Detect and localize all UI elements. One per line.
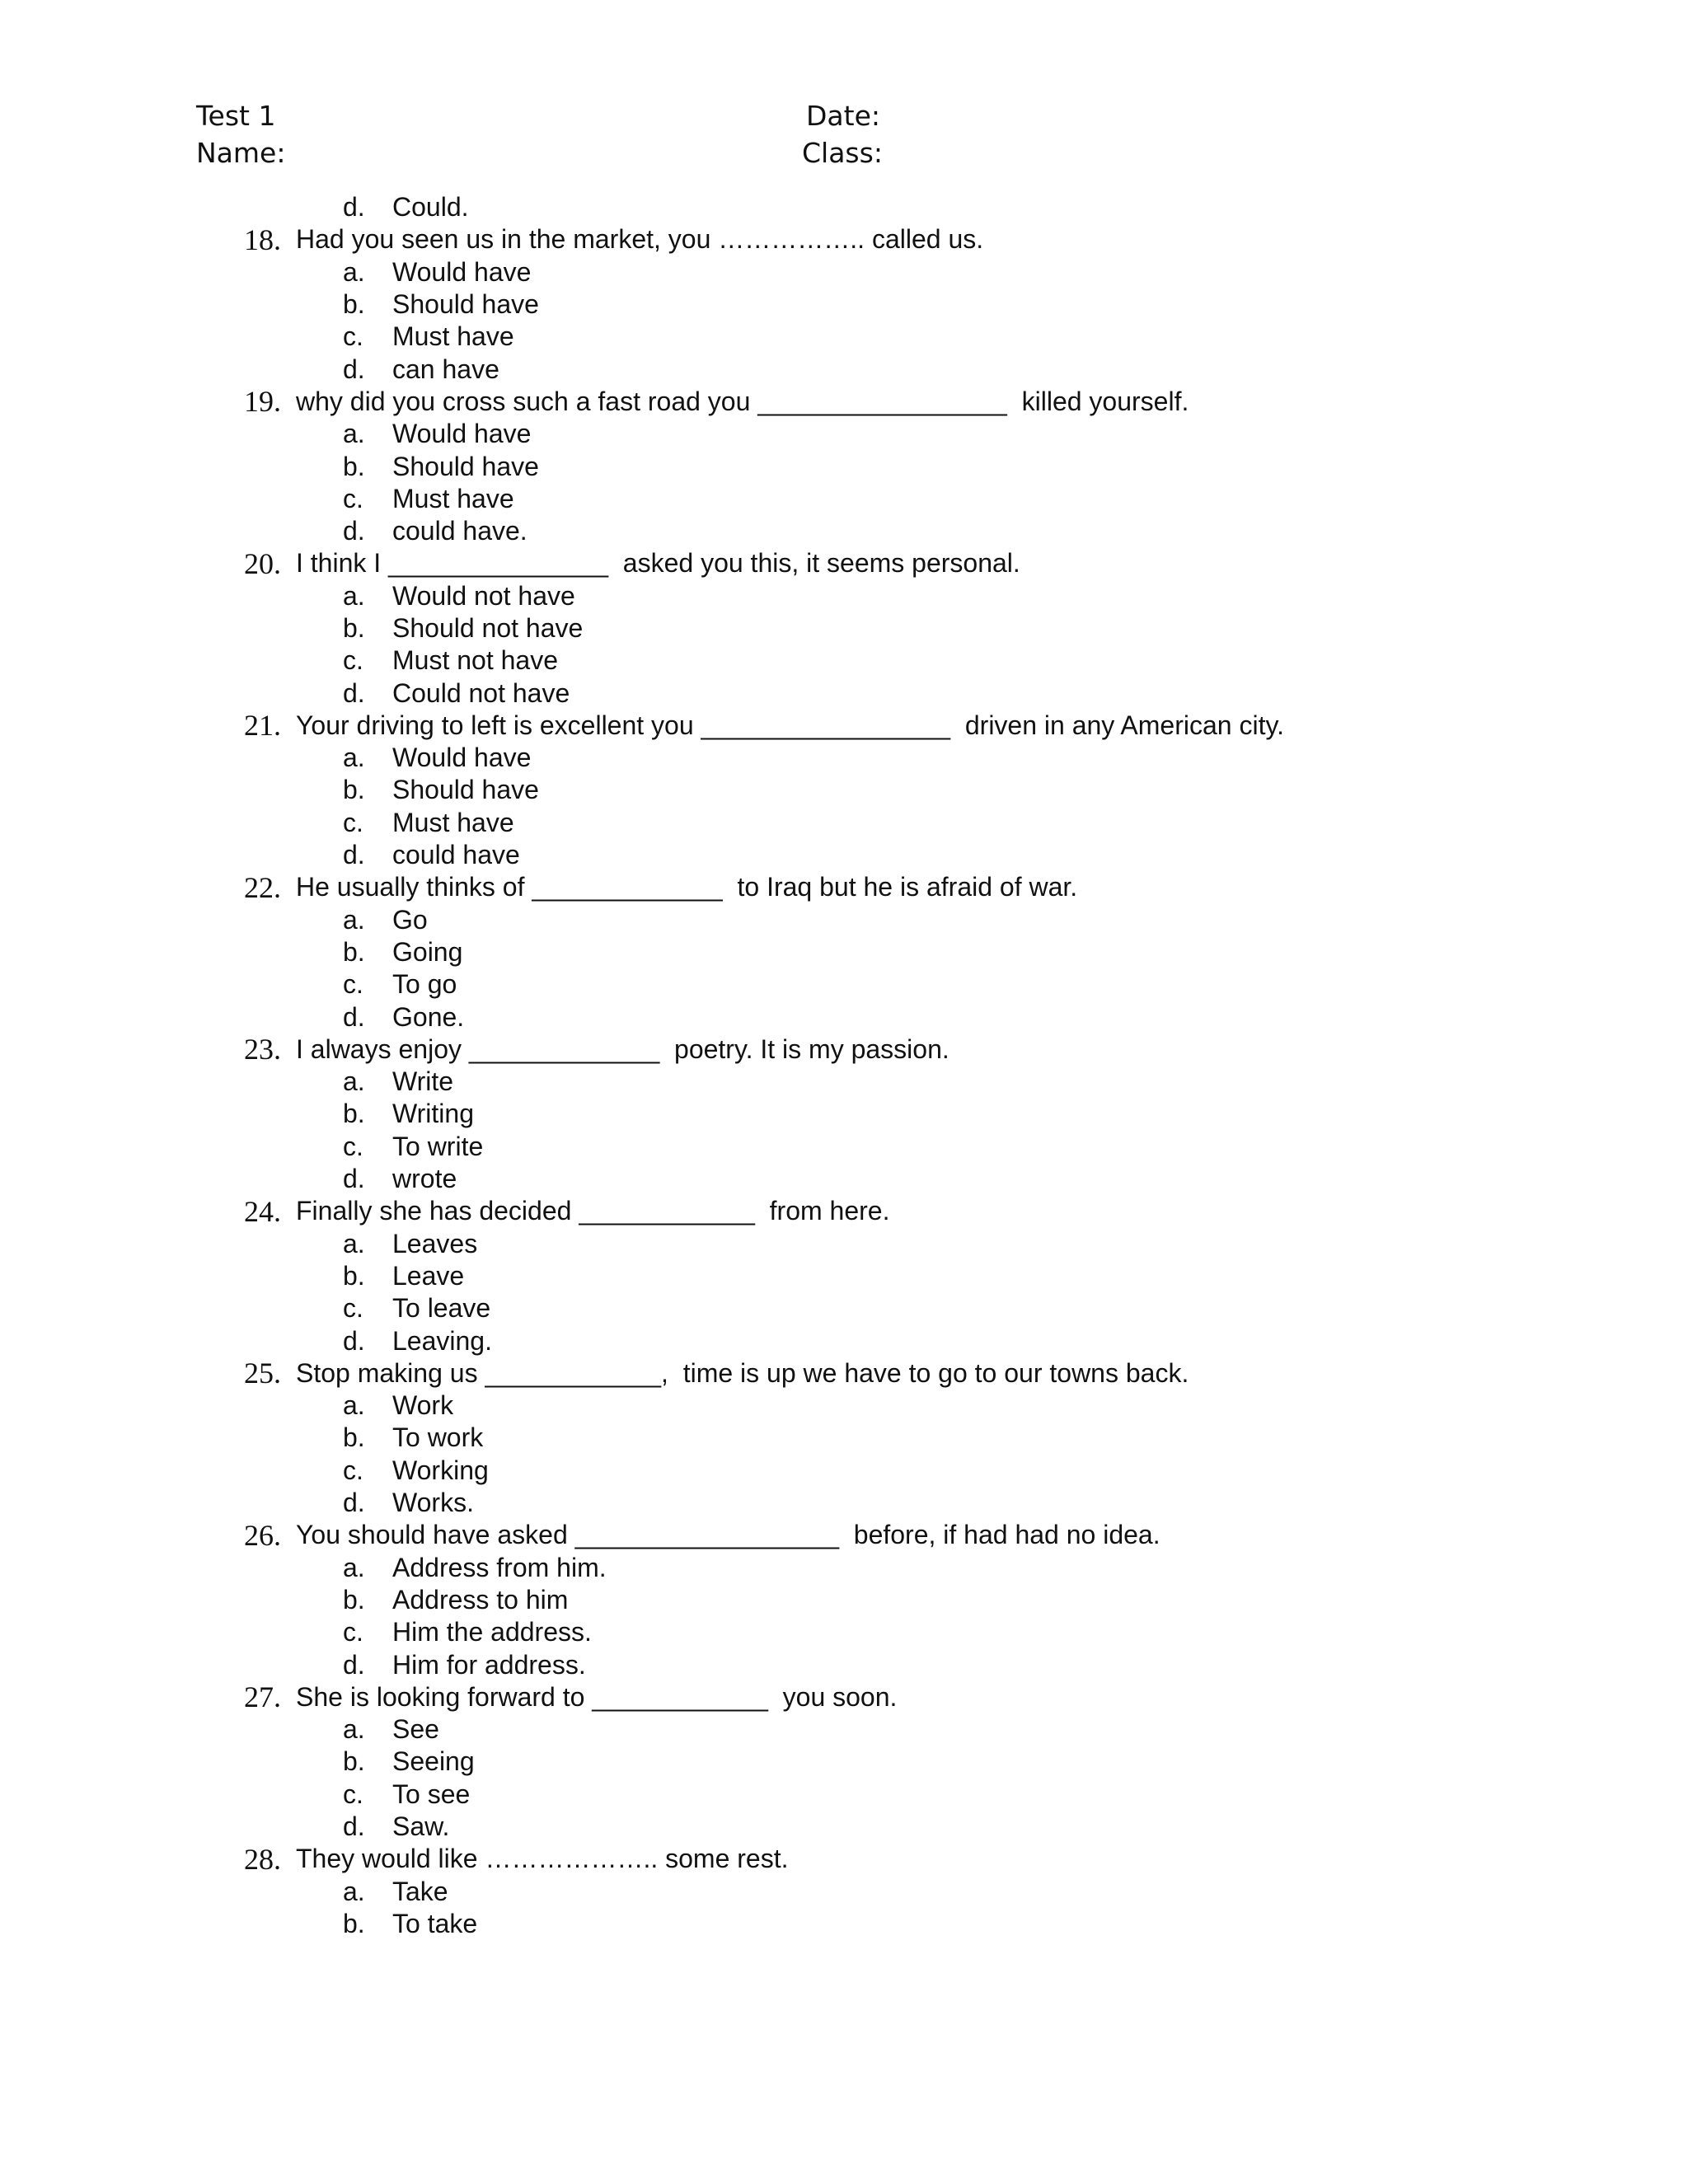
question-23 [244, 1033, 1645, 1066]
question-number: 27. [244, 1680, 281, 1714]
answer-option [244, 968, 1645, 1001]
answer-option [244, 1908, 1645, 1940]
option-text: Must not have [392, 645, 558, 676]
answer-option [244, 191, 1645, 223]
question-19 [244, 386, 1645, 418]
option-text: Could. [392, 192, 469, 223]
option-letter: b. [343, 289, 365, 320]
answer-option [244, 1390, 1645, 1422]
option-letter: a. [343, 1714, 365, 1745]
question-text: why did you cross such a fast road you _________________ killed yourself. [296, 386, 1189, 416]
option-text: Work [392, 1390, 454, 1421]
answer-option [244, 1422, 1645, 1454]
answer-option [244, 904, 1645, 936]
question-18 [244, 223, 1645, 255]
answer-option [244, 1455, 1645, 1487]
option-text: Take [392, 1876, 448, 1906]
question-20 [244, 547, 1645, 579]
answer-option [244, 1487, 1645, 1519]
option-text: To write [392, 1131, 484, 1161]
question-text: Finally she has decided ____________ from here. [296, 1196, 890, 1226]
answer-option [244, 839, 1645, 871]
answer-option [244, 807, 1645, 839]
option-letter: b. [343, 1260, 365, 1291]
option-letter: b. [343, 1746, 365, 1777]
option-text: Address to him [392, 1584, 569, 1615]
answer-option [244, 1260, 1645, 1292]
date-label: Date: [806, 100, 880, 132]
option-text: To leave [392, 1293, 491, 1324]
option-letter: d. [343, 1649, 365, 1680]
option-letter: c. [343, 807, 363, 837]
answer-option [244, 1875, 1645, 1907]
option-letter: a. [343, 1552, 365, 1582]
answer-option [244, 774, 1645, 806]
option-text: Would not have [392, 580, 575, 611]
test-title: Test 1 [196, 100, 276, 132]
answer-option [244, 353, 1645, 385]
option-letter: d. [343, 840, 365, 870]
option-letter: a. [343, 1228, 365, 1258]
option-letter: c. [343, 483, 363, 513]
answer-option [244, 1228, 1645, 1260]
question-list [244, 191, 1645, 1940]
question-24 [244, 1195, 1645, 1227]
answer-option [244, 418, 1645, 450]
answer-option [244, 1551, 1645, 1583]
question-number: 18. [244, 223, 281, 256]
option-letter: d. [343, 192, 365, 223]
option-text: Going [392, 936, 463, 967]
question-number: 23. [244, 1033, 281, 1066]
option-text: Gone. [392, 1001, 465, 1032]
option-letter: b. [343, 1584, 365, 1615]
option-letter: a. [343, 1390, 365, 1421]
answer-option [244, 580, 1645, 612]
option-letter: b. [343, 1422, 365, 1453]
option-letter: a. [343, 580, 365, 611]
question-number: 20. [244, 546, 281, 580]
option-letter: c. [343, 1455, 363, 1485]
option-letter: b. [343, 613, 365, 643]
answer-option [244, 288, 1645, 321]
option-letter: c. [343, 1131, 363, 1161]
question-text: I think I _______________ asked you this, it seems personal. [296, 548, 1020, 579]
question-text: She is looking forward to ____________ you soon. [296, 1681, 898, 1712]
option-text: Seeing [392, 1746, 475, 1777]
option-letter: a. [343, 743, 365, 773]
answer-option [244, 256, 1645, 288]
option-letter: b. [343, 1908, 365, 1938]
question-28 [244, 1843, 1645, 1875]
answer-option [244, 644, 1645, 677]
option-letter: d. [343, 516, 365, 546]
question-number: 28. [244, 1842, 281, 1876]
option-text: Write [392, 1066, 454, 1097]
answer-option [244, 677, 1645, 709]
question-21 [244, 710, 1645, 742]
question-number: 19. [244, 385, 281, 419]
option-text: To see [392, 1779, 471, 1809]
option-text: Should have [392, 775, 539, 805]
option-letter: d. [343, 677, 365, 708]
option-text: Would have [392, 256, 532, 287]
option-letter: c. [343, 1293, 363, 1324]
answer-option [244, 1292, 1645, 1324]
option-letter: d. [343, 1325, 365, 1356]
option-text: Could not have [392, 677, 570, 708]
option-letter: b. [343, 451, 365, 481]
question-27 [244, 1681, 1645, 1713]
answer-option [244, 450, 1645, 482]
option-letter: c. [343, 1617, 363, 1647]
option-text: Must have [392, 807, 514, 837]
option-text: Should have [392, 289, 539, 320]
option-letter: d. [343, 354, 365, 384]
answer-option [244, 1131, 1645, 1163]
question-number: 24. [244, 1194, 281, 1228]
question-text: He usually thinks of _____________ to Iraq but he is afraid of war. [296, 872, 1078, 902]
option-letter: d. [343, 1001, 365, 1032]
option-text: Him the address. [392, 1617, 592, 1647]
answer-option [244, 1648, 1645, 1680]
question-text: They would like ……………….. some rest. [296, 1844, 789, 1874]
answer-option [244, 1713, 1645, 1746]
option-text: Would have [392, 419, 532, 449]
option-text: Works. [392, 1488, 474, 1518]
answer-option [244, 1163, 1645, 1195]
option-letter: d. [343, 1488, 365, 1518]
option-letter: b. [343, 775, 365, 805]
option-letter: a. [343, 1066, 365, 1097]
option-text: Should have [392, 451, 539, 481]
answer-option [244, 483, 1645, 515]
option-text: could have. [392, 516, 528, 546]
option-text: To work [392, 1422, 484, 1453]
option-text: Must have [392, 321, 514, 352]
option-text: Address from him. [392, 1552, 607, 1582]
answer-option [244, 936, 1645, 968]
question-text: Had you seen us in the market, you …………….. called us. [296, 224, 984, 255]
option-text: could have [392, 840, 520, 870]
answer-option [244, 742, 1645, 774]
question-22 [244, 871, 1645, 903]
question-text: Stop making us ____________, time is up we have to go to our towns back. [296, 1357, 1189, 1388]
answer-option [244, 1001, 1645, 1033]
option-letter: a. [343, 419, 365, 449]
class-label: Class: [802, 137, 883, 169]
option-text: Saw. [392, 1811, 450, 1841]
option-text: Would have [392, 743, 532, 773]
option-letter: b. [343, 936, 365, 967]
question-text: Your driving to left is excellent you _________________ driven in any American city. [296, 710, 1284, 740]
question-25 [244, 1357, 1645, 1390]
option-text: Should not have [392, 613, 584, 643]
option-letter: a. [343, 256, 365, 287]
answer-option [244, 321, 1645, 353]
option-text: See [392, 1714, 439, 1745]
answer-option [244, 1584, 1645, 1616]
option-letter: c. [343, 1779, 363, 1809]
option-letter: c. [343, 969, 363, 1000]
option-text: Leaving. [392, 1325, 492, 1356]
answer-option [244, 1098, 1645, 1130]
option-letter: c. [343, 645, 363, 676]
option-text: Leaves [392, 1228, 478, 1258]
question-number: 26. [244, 1518, 281, 1552]
option-letter: a. [343, 1876, 365, 1906]
option-letter: d. [343, 1811, 365, 1841]
question-text: You should have asked __________________ before, if had had no idea. [296, 1520, 1160, 1550]
question-number: 22. [244, 870, 281, 904]
option-text: Go [392, 904, 428, 935]
answer-option [244, 1811, 1645, 1843]
name-label: Name: [196, 137, 286, 169]
option-letter: d. [343, 1164, 365, 1194]
option-text: Leave [392, 1260, 465, 1291]
question-text: I always enjoy _____________ poetry. It is my passion. [296, 1033, 950, 1064]
answer-option [244, 1779, 1645, 1811]
option-text: Must have [392, 483, 514, 513]
question-number: 25. [244, 1357, 281, 1390]
option-text: To go [392, 969, 457, 1000]
answer-option [244, 515, 1645, 547]
answer-option [244, 1324, 1645, 1357]
option-text: Him for address. [392, 1649, 586, 1680]
answer-option [244, 612, 1645, 644]
question-number: 21. [244, 709, 281, 743]
option-text: To take [392, 1908, 478, 1938]
answer-option [244, 1066, 1645, 1098]
option-letter: b. [343, 1099, 365, 1129]
answer-option [244, 1616, 1645, 1648]
option-letter: a. [343, 904, 365, 935]
question-26 [244, 1519, 1645, 1551]
answer-option [244, 1746, 1645, 1778]
option-text: Writing [392, 1099, 474, 1129]
option-text: wrote [392, 1164, 457, 1194]
option-text: Working [392, 1455, 489, 1485]
option-letter: c. [343, 321, 363, 352]
option-text: can have [392, 354, 499, 384]
